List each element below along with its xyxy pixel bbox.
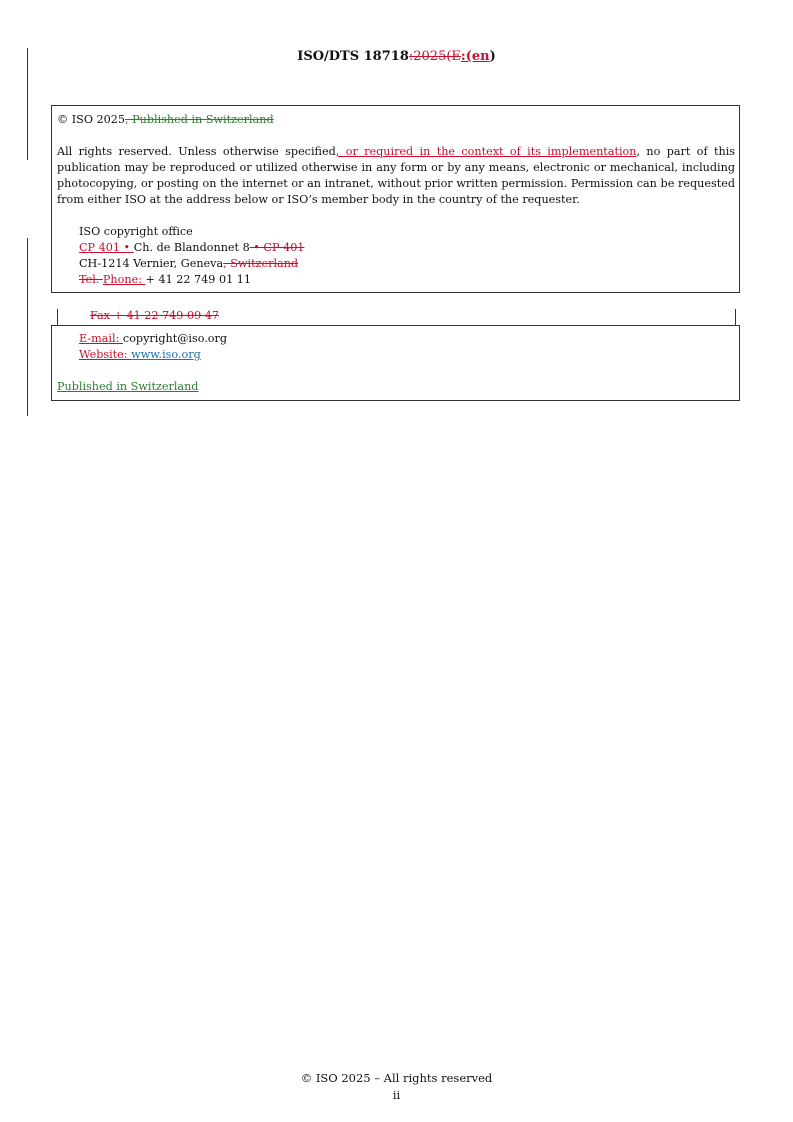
city-line — [79, 256, 735, 272]
website-inserted: Website: — [79, 348, 132, 361]
copyright-line-deleted: , Published in Switzerland — [125, 113, 274, 126]
phone-inserted: Phone: — [102, 273, 146, 286]
published-line — [57, 379, 735, 395]
box-edge-tick — [735, 309, 736, 325]
office-name: ISO copyright office — [79, 225, 193, 238]
cp-inserted: CP 401 • — [79, 241, 134, 254]
email-address[interactable]: copyright@iso.org — [122, 332, 228, 345]
country-deleted: , Switzerland — [223, 257, 299, 270]
website-line — [79, 347, 735, 363]
rights-inserted: , or required in the context of its implementation — [335, 145, 637, 158]
copyright-box — [51, 105, 740, 293]
header-title-close: ) — [489, 49, 496, 64]
document-header — [0, 49, 793, 64]
tel-deleted: Tel. — [79, 273, 103, 286]
footer-copyright: © ISO 2025 – All rights reserved — [300, 1071, 493, 1085]
copyright-text: © ISO 2025 — [57, 113, 126, 126]
email-line — [79, 331, 735, 347]
box-edge-tick — [57, 309, 58, 325]
copyright-line — [57, 112, 735, 128]
rights-text-1: All rights reserved. Unless otherwise specified — [57, 145, 336, 158]
street-line — [79, 240, 735, 256]
phone-number: + 41 22 749 01 11 — [145, 273, 251, 286]
website-link[interactable]: www.iso.org — [131, 348, 201, 361]
contact-box — [51, 325, 740, 401]
change-bar — [27, 238, 28, 416]
published-text: Published in Switzerland — [57, 380, 199, 393]
cp-deleted: • CP 401 — [249, 241, 305, 254]
email-inserted: E-mail: — [79, 332, 123, 345]
street-text: Ch. de Blandonnet 8 — [133, 241, 250, 254]
fax-text-deleted: Fax + 41 22 749 09 47 — [90, 309, 219, 322]
header-title: ISO/DTS 18718 — [297, 49, 409, 64]
change-bar — [27, 48, 28, 160]
page-number: ii — [392, 1088, 401, 1102]
fax-deleted — [90, 308, 219, 324]
header-title-deleted: :2025(E — [408, 49, 461, 64]
rights-paragraph — [57, 144, 735, 208]
city-text: CH-1214 Vernier, Geneva — [79, 257, 224, 270]
rights-text-2: , no part of this publication may be reproduced or utilized otherwise in any form or by any means, electronic or mechanical, including photocopying, or posting on the internet or an intranet, without prior written permission. Permission can be requested from either ISO at the address below or ISO’s member body in the country of the requester. — [57, 145, 736, 206]
phone-line — [79, 272, 735, 288]
header-title-inserted: :(en — [460, 49, 490, 64]
